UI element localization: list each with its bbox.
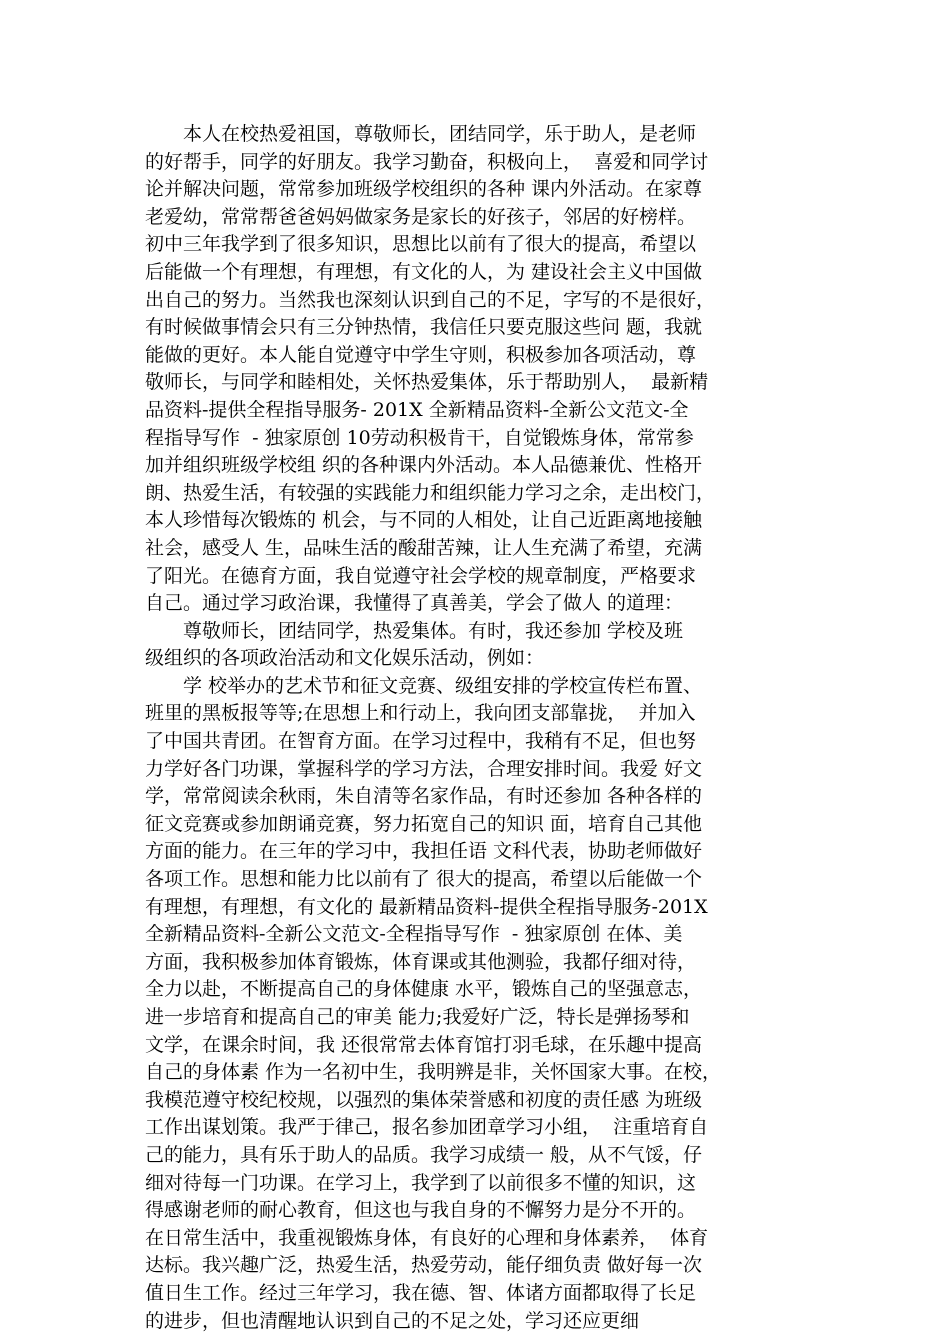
body-text xyxy=(145,121,825,1335)
text-line: 文学，在课余时间，我 还很常常去体育馆打羽毛球，在乐趣中提高 xyxy=(145,1033,703,1056)
text-line: 了阳光。在德育方面，我自觉遵守社会学校的规章制度，严格要求 xyxy=(145,564,697,587)
text-line: 自己的身体素 作为一名初中生，我明辨是非，关怀国家大事。在校， xyxy=(145,1061,722,1084)
text-line: 方面的能力。在三年的学习中，我担任语 文科代表，协助老师做好 xyxy=(145,840,703,863)
text-line: 初中三年我学到了很多知识，思想比以前有了很大的提高，希望以 xyxy=(145,233,697,256)
text-line: 级组织的各项政治活动和文化娱乐活动，例如： xyxy=(145,647,545,670)
text-line: 敬师长，与同学和睦相处，关怀热爱集体，乐于帮助别人， 最新精 xyxy=(145,371,709,394)
text-line: 论并解决问题，常常参加班级学校组织的各种 课内外活动。在家尊 xyxy=(145,178,703,201)
text-line: 的好帮手，同学的好朋友。我学习勤奋，积极向上， 喜爱和同学讨 xyxy=(145,150,709,173)
text-line: 社会，感受人 生，品味生活的酸甜苦辣，让人生充满了希望，充满 xyxy=(145,536,703,559)
text-line: 征文竞赛或参加朗诵竞赛，努力拓宽自己的知识 面，培育自己其他 xyxy=(145,812,703,835)
text-line: 有理想，有理想，有文化的 最新精品资料-提供全程指导服务-201X xyxy=(145,895,708,918)
text-line: 本人在校热爱祖国，尊敬师长，团结同学，乐于助人，是老师 xyxy=(145,123,697,145)
text-line: 达标。我兴趣广泛，热爱生活，热爱劳动，能仔细负责 做好每一次 xyxy=(145,1254,703,1277)
text-line: 学，常常阅读余秋雨，朱自清等名家作品，有时还参加 各种各样的 xyxy=(145,785,703,808)
text-line: 得感谢老师的耐心教育，但这也与我自身的不懈努力是分不开的。 xyxy=(145,1199,697,1222)
text-line: 品资料-提供全程指导服务- 201X 全新精品资料-全新公文范文-全 xyxy=(145,398,689,421)
text-line: 在日常生活中，我重视锻炼身体，有良好的心理和身体素养， 体育 xyxy=(145,1226,709,1249)
text-line: 后能做一个有理想，有理想，有文化的人，为 建设社会主义中国做 xyxy=(145,260,703,283)
text-line: 班里的黑板报等等;在思想上和行动上，我向团支部靠拢， 并加入 xyxy=(145,702,696,725)
text-line: 我模范遵守校纪校规，以强烈的集体荣誉感和初度的责任感 为班级 xyxy=(145,1088,703,1111)
text-line: 方面，我积极参加体育锻炼，体育课或其他测验，我都仔细对待， xyxy=(145,950,697,973)
text-line: 有时候做事情会只有三分钟热情，我信任只要克服这些问 题，我就 xyxy=(145,316,703,339)
text-line: 了中国共青团。在智育方面。在学习过程中，我稍有不足，但也努 xyxy=(145,730,697,753)
text-line: 老爱幼，常常帮爸爸妈妈做家务是家长的好孩子，邻居的好榜样。 xyxy=(145,205,697,228)
text-line: 的进步，但也清醒地认识到自己的不足之处，学习还应更细 xyxy=(145,1309,640,1332)
text-line: 进一步培育和提高自己的审美 能力;我爱好广泛，特长是弹扬琴和 xyxy=(145,1006,690,1028)
text-line: 全新精品资料-全新公文范文-全程指导写作 - 独家原创 在体、美 xyxy=(145,923,683,946)
text-line: 能做的更好。本人能自觉遵守中学生守则，积极参加各项活动，尊 xyxy=(145,343,697,366)
text-line: 全力以赴，不断提高自己的身体健康 水平，锻炼自己的坚强意志， xyxy=(145,978,703,1001)
text-line: 力学好各门功课，掌握科学的学习方法，合理安排时间。我爱 好文 xyxy=(145,757,703,780)
text-line: 学 校举办的艺术节和征文竞赛、级组安排的学校宣传栏布置、 xyxy=(145,674,703,697)
text-line: 自己。通过学习政治课，我懂得了真善美，学会了做人 的道理： xyxy=(145,592,684,615)
text-line: 尊敬师长，团结同学，热爱集体。有时，我还参加 学校及班 xyxy=(145,619,684,642)
text-line: 程指导写作 - 独家原创 10劳动积极肯干，自觉锻炼身体，常常参 xyxy=(145,426,694,449)
text-line: 各项工作。思想和能力比以前有了 很大的提高，希望以后能做一个 xyxy=(145,868,703,891)
text-line: 加并组织班级学校组 织的各种课内外活动。本人品德兼优、性格开 xyxy=(145,454,703,477)
text-line: 工作出谋划策。我严于律己，报名参加团章学习小组， 注重培育自 xyxy=(145,1116,709,1139)
text-line: 朗、热爱生活，有较强的实践能力和组织能力学习之余，走出校门， xyxy=(145,481,716,504)
text-line: 细对待每一门功课。在学习上，我学到了以前很多不懂的知识，这 xyxy=(145,1171,697,1194)
text-line: 己的能力，具有乐于助人的品质。我学习成绩一 般，从不气馁，仔 xyxy=(145,1143,703,1166)
text-line: 本人珍惜每次锻炼的 机会，与不同的人相处，让自己近距离地接触 xyxy=(145,509,703,532)
text-line: 值日生工作。经过三年学习，我在德、智、体诸方面都取得了长足 xyxy=(145,1281,697,1304)
text-line: 出自己的努力。当然我也深刻认识到自己的不足，字写的不是很好， xyxy=(145,288,716,311)
